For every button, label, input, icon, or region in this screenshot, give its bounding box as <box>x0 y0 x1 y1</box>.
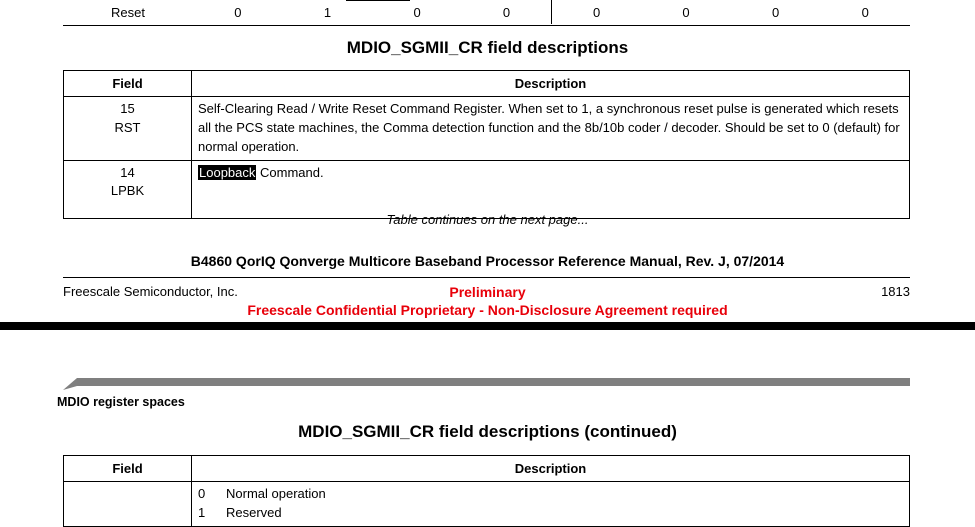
description-cell <box>192 482 910 527</box>
column-header-description: Description <box>192 71 910 97</box>
table-row <box>64 482 910 527</box>
field-name: LPBK <box>110 183 145 199</box>
table-top-partial-rule <box>346 0 410 1</box>
field-descriptions-continued-title: MDIO_SGMII_CR field descriptions (continued) <box>298 422 677 441</box>
description-cell <box>192 160 910 219</box>
reset-value-4: 0 <box>552 0 642 24</box>
page-break-separator <box>0 322 975 330</box>
enum-value: Normal operation <box>226 486 326 501</box>
field-descriptions-title: MDIO_SGMII_CR field descriptions <box>346 38 629 57</box>
column-header-field: Field <box>64 456 192 482</box>
reset-value-0: 0 <box>234 4 242 20</box>
running-head: MDIO register spaces <box>57 395 185 409</box>
header-decorative-bar <box>63 378 910 390</box>
field-cell <box>64 160 192 219</box>
table-row <box>63 0 910 24</box>
footer-manual-title: B4860 QorIQ Qonverge Multicore Baseband Processor Reference Manual, Rev. J, 07/2014 <box>190 253 785 269</box>
footer-company: Freescale Semiconductor, Inc. <box>63 284 238 299</box>
reset-value-7: 0 <box>861 4 869 20</box>
table-header-row <box>64 71 910 97</box>
register-reset-row <box>63 0 910 26</box>
footer-rule <box>63 277 910 278</box>
reset-label: Reset <box>111 4 145 20</box>
description-text: Command. <box>256 164 324 180</box>
reset-value-6: 0 <box>771 4 780 20</box>
field-cell <box>64 482 192 527</box>
enum-row <box>198 504 903 523</box>
field-bits: 15 <box>120 101 135 116</box>
enum-key: 1 <box>198 504 206 520</box>
footer-status: Preliminary <box>449 284 526 300</box>
table-row <box>64 97 910 161</box>
enum-key: 0 <box>198 486 206 501</box>
column-header-field: Field <box>64 71 192 97</box>
table-header-row <box>64 456 910 482</box>
reset-values-table <box>63 0 910 24</box>
reset-value-1: 1 <box>323 4 332 20</box>
reset-value-5: 0 <box>682 4 690 20</box>
table-row <box>64 160 910 219</box>
reset-value-3: 0 <box>502 4 511 20</box>
enum-row <box>198 485 903 504</box>
footer-page-number: 1813 <box>881 284 910 299</box>
field-name: RST <box>114 119 141 135</box>
register-table-bottom-rule <box>63 25 910 26</box>
description-cell: Self-Clearing Read / Write Reset Command Register. When set to 1, a synchronous reset pulse is generated which resets all the PCS state machines, the Comma detection function and the 8b/10b coder / decoder. Should be set to 0 (default) for normal operation. <box>192 97 910 161</box>
field-descriptions-table <box>63 70 910 219</box>
highlighted-term: Loopback <box>199 164 256 180</box>
footer-confidential-notice: Freescale Confidential Proprietary - Non-Disclosure Agreement required <box>247 302 728 318</box>
field-cell <box>64 97 192 161</box>
reset-value-2: 0 <box>413 4 421 20</box>
field-descriptions-continued-table <box>63 455 910 527</box>
column-header-description: Description <box>192 456 910 482</box>
table-continues-note: Table continues on the next page... <box>386 212 589 227</box>
enum-value: Reserved <box>226 504 282 520</box>
field-bits: 14 <box>120 164 135 180</box>
